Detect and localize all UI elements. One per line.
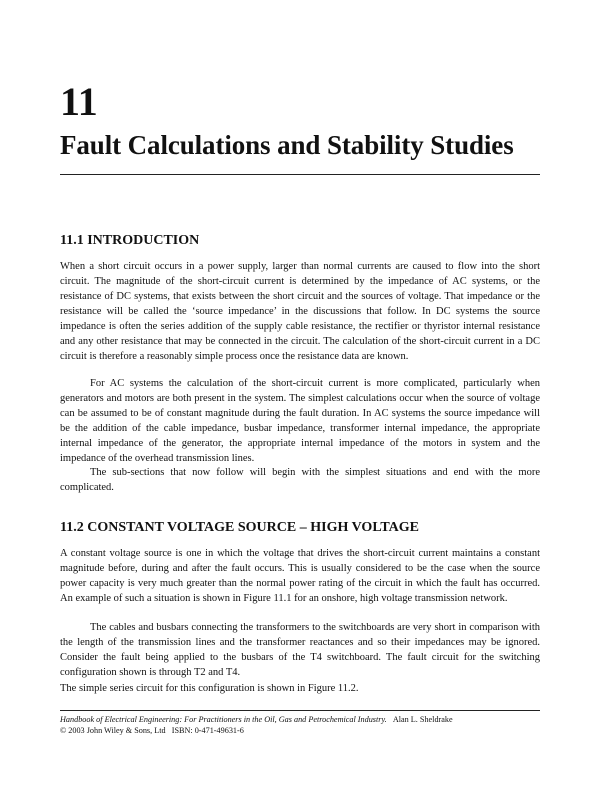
footer-divider (60, 710, 540, 711)
paragraph: When a short circuit occurs in a power supply, larger than normal currents are caused to flow into the short circuit. The magnitude of the short-circuit current is determined by the impedance of AC systems, or the resistance of DC systems, that exists between the short circuit and the sources of voltage. That impedance or the resistance will be called the ‘source impedance’ in the discussions that follow. In DC systems the source impedance is often the series addition of the supply cable resistance, the rectifier or thyristor internal resistance and any other resistance that may be connected in the circuit. The calculation of the short-circuit current in a DC circuit is therefore a reasonably simple process once the resistance data are known. (60, 261, 540, 362)
paragraph: The sub-sections that now follow will begin with the simplest situations and end with the more complicated. (60, 467, 540, 493)
paragraph: The simple series circuit for this configuration is shown in Figure 11.2. (60, 683, 359, 694)
chapter-title: Fault Calculations and Stability Studies (60, 130, 514, 160)
section-heading-introduction: 11.1 INTRODUCTION (60, 233, 200, 248)
paragraph: A constant voltage source is one in which the voltage that drives the short-circuit current maintains a constant magnitude before, during and after the fault occurs. This is usually considered to be the case when the source power capacity is very much greater than the normal power rating of the circuit in which the fault has occurred. An example of such a situation is shown in Figure 11.1 for an onshore, high voltage transmission network. (60, 548, 540, 604)
footer-isbn: ISBN: 0-471-49631-6 (171, 726, 244, 735)
footer-citation (60, 714, 540, 725)
footer-author: Alan L. Sheldrake (392, 715, 453, 724)
section-heading-constant-voltage: 11.2 CONSTANT VOLTAGE SOURCE – HIGH VOLTAGE (60, 520, 420, 535)
title-divider (60, 174, 540, 175)
footer-book-title: Handbook of Electrical Engineering: For Practitioners in the Oil, Gas and Petrochemical Industry. (60, 715, 387, 724)
paragraph: For AC systems the calculation of the short-circuit current is more complicated, particularly when generators and motors are both present in the system. The simplest calculations occur when the source of voltage can be assumed to be of constant magnitude during the fault duration. In AC systems the source impedance will be the addition of the cable impedance, busbar impedance, transformer internal impedance, the appropriate internal impedance of the generator, the appropriate internal impedance of the motors in system and the impedance of the overhead transmission lines. (60, 378, 540, 464)
footer-copyright: © 2003 John Wiley & Sons, Ltd (60, 726, 166, 735)
footer-copyright-line (60, 725, 540, 736)
paragraph: The cables and busbars connecting the transformers to the switchboards are very short in comparison with the length of the transmission lines and the transformer reactances and so their impedances may be ignored. Consider the fault being applied to the busbars of the T4 switchboard. The fault circuit for the switching configuration shown is through T2 and T4. (60, 622, 540, 678)
chapter-number: 11 (60, 79, 98, 124)
